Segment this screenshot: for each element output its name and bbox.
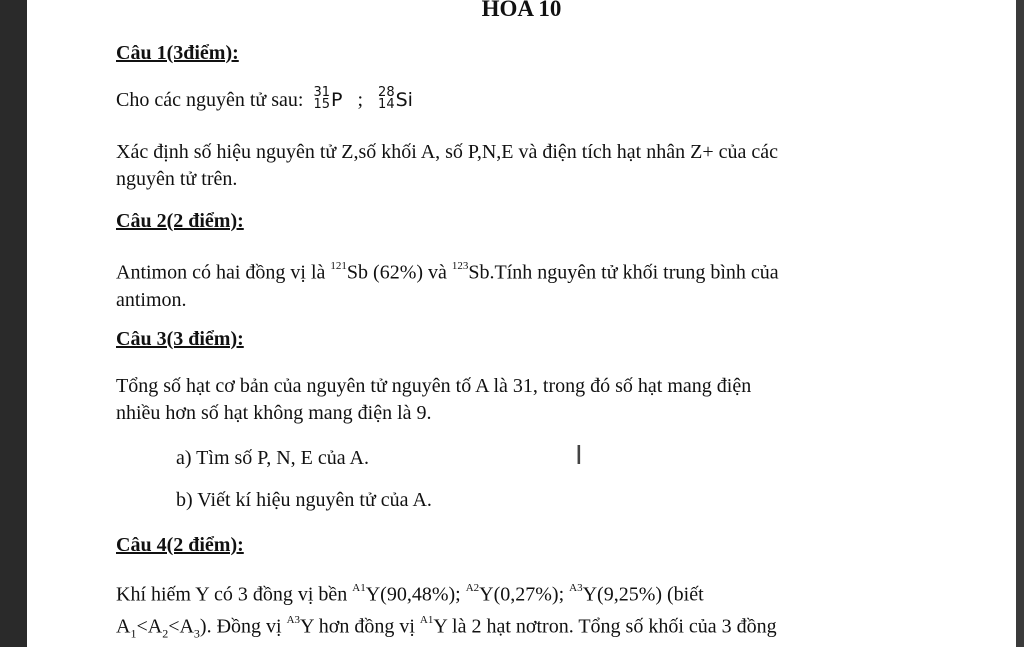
q4-sub2: 2: [162, 626, 169, 641]
sb121-mass: 121: [330, 260, 347, 272]
q1-instruction: [116, 139, 946, 193]
q1-instruction-line2: nguyên tử trên.: [116, 168, 238, 190]
atom2-z: 14: [378, 97, 395, 113]
q1-given-line: [116, 87, 946, 114]
document-page: [27, 0, 1016, 647]
q2-line2: antimon.: [116, 288, 187, 311]
q3-line1: Tổng số hạt cơ bản của nguyên tử nguyên tố A là 31, trong đó số hạt mang điện: [116, 375, 752, 397]
q1-heading: Câu 1(3điểm):: [116, 42, 239, 64]
q4-text-c: Y(0,27%);: [479, 583, 570, 606]
q2-body: [116, 255, 946, 314]
q3-body: [116, 373, 946, 427]
q4-sub1: 1: [130, 626, 137, 641]
q3-part-b: b) Viết kí hiệu nguyên tử của A.: [176, 489, 432, 511]
q4-text-f: Y hơn đồng vị: [300, 615, 420, 638]
sb123-mass: 123: [451, 260, 469, 272]
q3-line2: nhiều hơn số hạt không mang điện là 9.: [116, 402, 432, 424]
q4-a1: A: [116, 615, 131, 638]
q2-text-b: Sb (62%) và: [346, 261, 452, 284]
q4-lt1: <A: [136, 615, 163, 638]
y-a3-mass: A3: [569, 582, 583, 594]
q4-line2: [116, 609, 946, 647]
q4-heading: Câu 4(2 điểm):: [116, 534, 244, 556]
atom1-z: 15: [313, 97, 331, 113]
text-cursor-icon: I: [575, 441, 583, 471]
document-title: [27, 0, 1016, 22]
atom2-mass: 28: [378, 85, 395, 101]
q2-line1: [116, 255, 946, 287]
q3-heading: Câu 3(3 điểm):: [116, 328, 244, 350]
title-text: HOA 10: [481, 0, 562, 21]
right-scrollbar[interactable]: [1016, 0, 1024, 647]
atom-separator: ;: [357, 89, 364, 111]
atom1-mass: 31: [313, 85, 331, 101]
q4-text-a: Khí hiếm Y có 3 đồng vị bền: [116, 583, 353, 606]
q4-sub3: 3: [193, 626, 200, 641]
y-a1-mass: A1: [352, 582, 366, 594]
q2-text-a: Antimon có hai đồng vị là: [116, 261, 331, 284]
q4-line1: [116, 577, 946, 609]
q4-text-b: Y(90,48%);: [365, 583, 466, 606]
q4-a1-mass: A1: [419, 613, 434, 626]
q4-text-g: Y là 2 hạt nơtron. Tổng số khối của 3 đồng: [433, 615, 777, 638]
q2-text-c: Sb.Tính nguyên tử khối trung bình của: [468, 261, 779, 284]
atom1-symbol: P: [331, 89, 343, 111]
q2-heading: Câu 2(2 điểm):: [116, 210, 244, 232]
q1-instruction-line1: Xác định số hiệu nguyên tử Z,số khối A, số P,N,E và điện tích hạt nhân Z+ của các: [116, 141, 778, 163]
q4-a3-mass: A3: [286, 613, 301, 626]
atom2-notation: [378, 87, 395, 111]
atom2-symbol: Si: [395, 89, 413, 111]
atom1-notation: [313, 87, 330, 111]
y-a2-mass: A2: [465, 582, 480, 594]
q4-body: [116, 577, 946, 647]
q4-text-d: Y(9,25%) (biết: [582, 583, 704, 606]
left-window-edge: [0, 0, 27, 647]
q4-text-e: ). Đồng vị: [199, 615, 287, 638]
q3-part-a: a) Tìm số P, N, E của A.: [176, 447, 369, 469]
q1-given-label: Cho các nguyên tử sau:: [116, 89, 304, 111]
q4-lt2: <A: [168, 615, 194, 638]
